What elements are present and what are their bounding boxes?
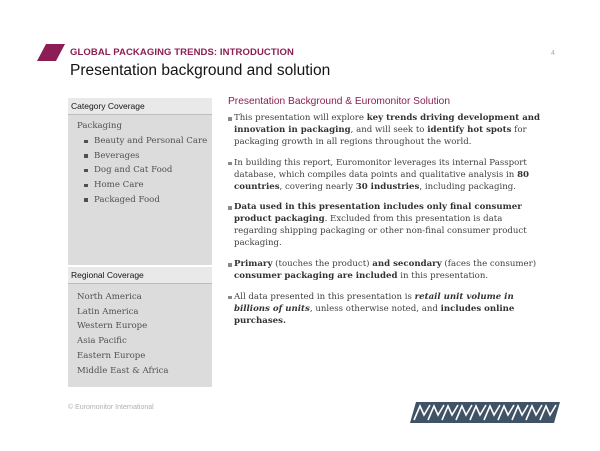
category-item: Home Care <box>77 178 212 193</box>
page-number: 4 <box>551 50 555 57</box>
region-item: North America <box>77 292 142 302</box>
region-item: Middle East & Africa <box>77 365 169 376</box>
bullet-packaging-types: Primary (touches the product) and secondary (faces the consumer) consumer packaging are included in this presentation. <box>228 259 548 283</box>
bullet-units: All data presented in this presentation is retail unit volume in billions of units, unless otherwise noted, and includes online purchases. <box>228 292 548 328</box>
header-stripe-icon <box>37 44 65 61</box>
bullet-icon <box>84 198 88 202</box>
category-item: Dog and Cat Food <box>77 163 212 178</box>
bullet-icon <box>228 206 232 210</box>
slide-title: Presentation background and solution <box>70 62 331 79</box>
region-item: Asia Pacific <box>77 336 127 347</box>
bullet-icon <box>228 117 232 121</box>
bullet-explore: This presentation will explore key trends driving development and innovation in packaging, and will seek to identify hot spots for packaging growth in all regions throughout the world. <box>228 113 548 149</box>
bullet-icon <box>228 263 232 267</box>
category-item: Beauty and Personal Care <box>77 134 212 149</box>
section-label: GLOBAL PACKAGING TRENDS: INTRODUCTION <box>70 47 294 58</box>
region-item: Eastern Europe <box>77 350 146 361</box>
category-item: Beverages <box>77 149 212 164</box>
category-item: Packaged Food <box>77 193 212 208</box>
region-item: Latin America <box>77 306 139 317</box>
bullet-data-scope: Data used in this presentation includes only final consumer product packaging. Excluded from this presentation is data regarding shipping packaging or other non-final consumer product packaging. <box>228 202 548 250</box>
content-bullets <box>228 113 548 337</box>
footer-pattern-icon <box>410 402 560 423</box>
region-item: Western Europe <box>77 321 148 332</box>
category-coverage-heading: Category Coverage <box>68 98 212 115</box>
content-heading: Presentation Background & Euromonitor Solution <box>228 96 450 107</box>
category-coverage-panel <box>68 98 212 265</box>
bullet-icon <box>228 162 232 166</box>
category-root: Packaging <box>77 121 122 131</box>
bullet-passport: In building this report, Euromonitor leverages its internal Passport database, which compiles data points and qualitative analysis in 80 countries, covering nearly 30 industries, including packaging. <box>228 158 548 194</box>
bullet-icon <box>84 154 88 158</box>
bullet-icon <box>84 184 88 188</box>
bullet-icon <box>228 296 232 300</box>
bullet-icon <box>84 140 88 144</box>
bullet-icon <box>84 169 88 173</box>
regional-coverage-panel <box>68 267 212 387</box>
copyright: © Euromonitor International <box>68 404 154 411</box>
regional-coverage-heading: Regional Coverage <box>68 267 212 284</box>
